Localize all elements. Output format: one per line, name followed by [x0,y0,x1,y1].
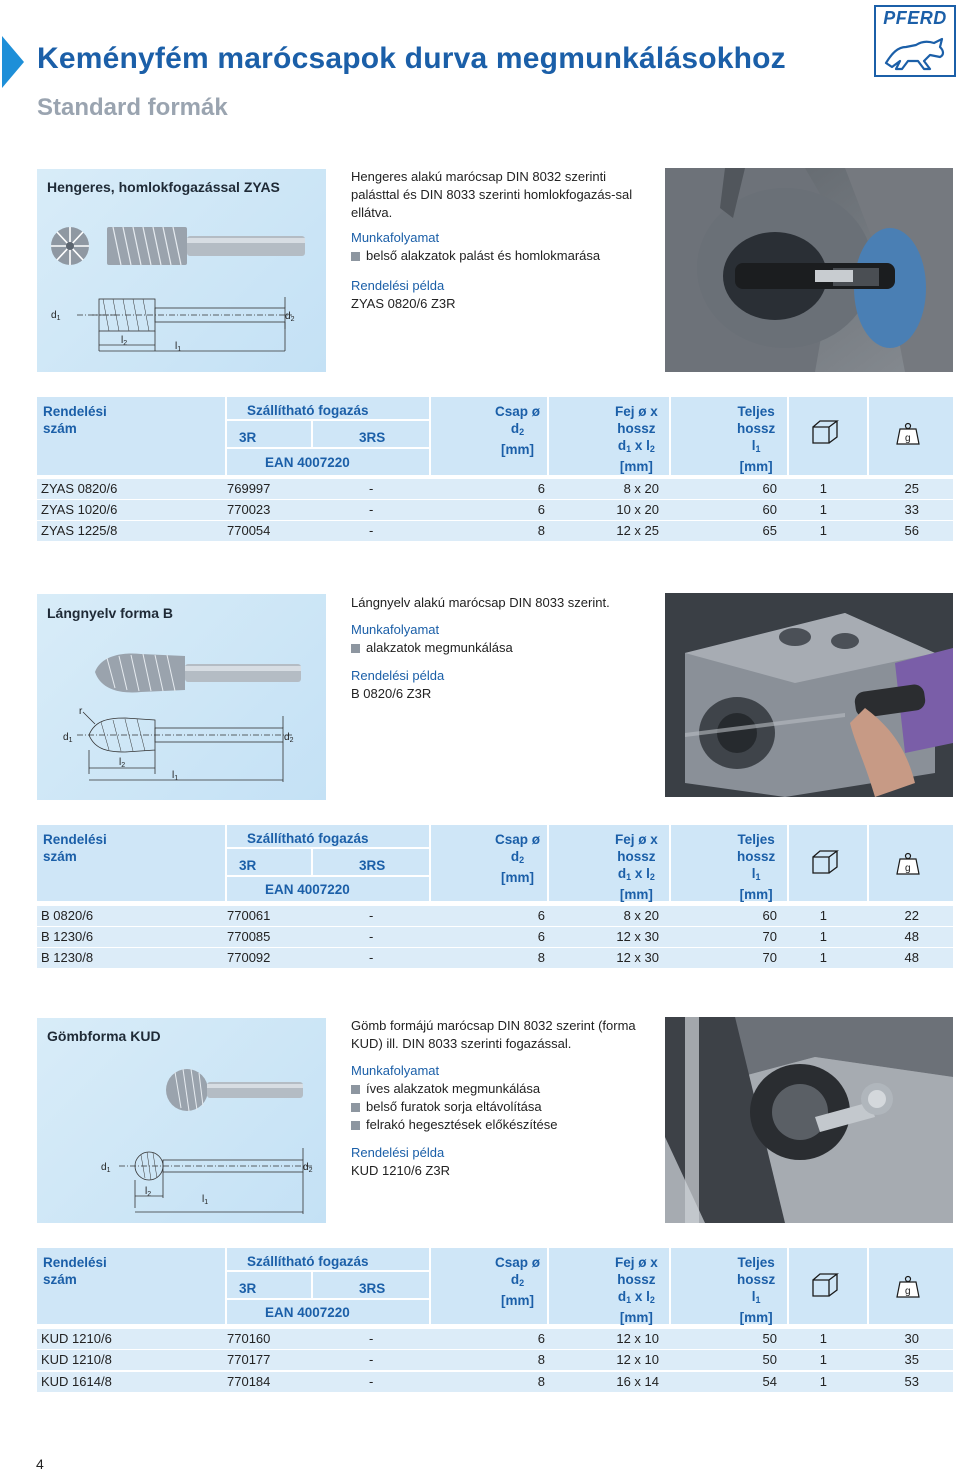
header-total-length: Teljes hossz $l_1$ [mm] [737,832,776,902]
zyas-dim-d1: $d_1$ [51,310,61,322]
weight-icon [895,851,921,877]
kud-description-block [351,1017,656,1180]
kud-table: Rendelési szám Szállítható fogazás 3R 3RS EAN 4007220 Csap ø $d_2$ [mm] Fej ø x hossz $d_1$ x $l_2$ [mm] Teljes hossz $l_1$ [mm] g KUD 1210/6 770160 - 6 12 x 10 50 1 30 KUD 1210/8 770177 - 8 12 x 10 50 1 35 KUD 1614/8 770184 - 8 16 x 14 54 1 53 [37,1248,953,1393]
kud-process-item: íves alakzatok megmunkálása [351,1080,656,1098]
bullet-square-icon [351,1085,360,1094]
b-dim-d1: $d_1$ [63,732,73,744]
header-head: Fej ø x hossz $d_1$ x $l_2$ [mm] [615,404,658,474]
bullet-square-icon [351,1103,360,1112]
header-shank: Csap ø $d_2$ [mm] [495,1255,541,1308]
package-box-icon [811,419,841,445]
zyas-process-heading: Munkafolyamat [351,230,440,245]
b-dim-d2: $d_2$ [284,732,294,744]
kud-process-heading: Munkafolyamat [351,1063,440,1078]
kud-illustration [37,1018,326,1223]
kud-burr-drawing [37,1018,326,1223]
header-3rs: 3RS [359,858,386,873]
b-dim-l2: $l_2$ [119,757,126,769]
page-title: Keményfém marócsapok durva megmunkálásokhoz [37,42,786,75]
kud-example-heading: Rendelési példa [351,1145,445,1160]
zyas-example-value: ZYAS 0820/6 Z3R [351,296,456,311]
header-ean: EAN 4007220 [265,1305,350,1320]
header-head: Fej ø x hossz $d_1$ x $l_2$ [mm] [615,1255,658,1325]
svg-text:g: g [905,1286,911,1297]
b-table: Rendelési szám Szállítható fogazás 3R 3RS EAN 4007220 Csap ø $d_2$ [mm] Fej ø x hossz $d_1$ x $l_2$ [mm] Teljes hossz $l_1$ [mm] g B 0820/6 770061 - 6 8 x 20 60 1 22 B 1230/6 770085 - 6 12 x 30 70 1 48 B 1230/8 770092 - 8 12 x 30 70 1 48 [37,825,953,970]
kud-dim-l2: $l_2$ [145,1186,152,1198]
header-arrow-mark [2,36,24,88]
b-description-block [351,594,656,703]
header-3r: 3R [239,1281,257,1296]
page-subtitle: Standard formák [37,94,228,121]
page-number: 4 [36,1456,44,1472]
zyas-dim-l2: $l_2$ [121,335,128,347]
header-head: Fej ø x hossz $d_1$ x $l_2$ [mm] [615,832,658,902]
header-shank: Csap ø $d_2$ [mm] [495,832,541,885]
kud-dim-l1: $l_1$ [202,1194,209,1206]
horse-logo-icon [882,33,948,73]
header-total-length: Teljes hossz $l_1$ [mm] [737,1255,776,1325]
zyas-dim-l1: $l_1$ [175,341,182,353]
zyas-illustration [37,169,326,372]
logo-text: PFERD [883,8,947,28]
b-burr-drawing [37,594,326,800]
header-3rs: 3RS [359,1281,386,1296]
b-example-value: B 0820/6 Z3R [351,686,432,701]
pferd-logo [874,5,956,77]
zyas-table-header [37,397,953,475]
header-3r: 3R [239,858,257,873]
weight-icon [895,421,921,447]
svg-text:g: g [905,433,911,444]
kud-process-item: felrakó hegesztések előkészítése [351,1116,656,1134]
kud-application-photo [665,1017,953,1223]
zyas-description: Hengeres alakú marócsap DIN 8032 szerinti palásttal és DIN 8033 szerinti homlokfogazás-sal ellátva. [351,169,633,220]
header-3r: 3R [239,430,257,445]
b-dim-r: r [79,706,83,717]
kud-example-value: KUD 1210/6 Z3R [351,1163,450,1178]
b-description: Lángnyelv alakú marócsap DIN 8033 szerint. [351,595,610,610]
b-process-item: alakzatok megmunkálása [351,639,656,657]
b-example-heading: Rendelési példa [351,668,445,683]
kud-process-item: belső furatok sorja eltávolítása [351,1098,656,1116]
header-order-no: Rendelési szám [43,404,107,436]
zyas-dim-d2: $d_2$ [285,311,295,323]
header-3rs: 3RS [359,430,386,445]
header-order-no: Rendelési szám [43,832,107,864]
b-process-heading: Munkafolyamat [351,622,440,637]
zyas-description-block [351,168,656,313]
header-order-no: Rendelési szám [43,1255,107,1287]
b-form-label: Lángnyelv forma B [47,605,174,621]
header-teeth: Szállítható fogazás [247,831,369,846]
header-ean: EAN 4007220 [265,882,350,897]
kud-form-label: Gömbforma KUD [47,1028,161,1044]
svg-text:g: g [905,863,911,874]
zyas-application-photo [665,168,953,372]
b-dim-l1: $l_1$ [172,770,179,782]
weight-icon [895,1274,921,1300]
zyas-form-label: Hengeres, homlokfogazással ZYAS [47,179,280,195]
header-teeth: Szállítható fogazás [247,403,369,418]
header-total-length: Teljes hossz $l_1$ [mm] [737,404,776,474]
zyas-burr-drawing [37,169,326,372]
kud-table-header [37,1248,953,1324]
header-shank: Csap ø $d_2$ [mm] [495,404,541,457]
kud-dim-d2: $d_2$ [303,1162,313,1174]
header-teeth: Szállítható fogazás [247,1254,369,1269]
zyas-example-heading: Rendelési példa [351,278,445,293]
package-box-icon [811,1272,841,1298]
bullet-square-icon [351,644,360,653]
kud-description: Gömb formájú marócsap DIN 8032 szerint (forma KUD) ill. DIN 8033 szerinti fogazással. [351,1018,636,1051]
b-illustration [37,594,326,800]
b-application-photo [665,593,953,797]
bullet-square-icon [351,1121,360,1130]
zyas-table: Rendelési szám Szállítható fogazás 3R 3RS EAN 4007220 Csap ø $d_2$ [mm] Fej ø x hossz $d_1$ x $l_2$ [mm] Teljes hossz $l_1$ [mm] g ZYAS 0820/6 769997 - 6 8 x 20 60 1 25 ZYAS 1020/6 770023 - 6 10 x 20 60 1 33 ZYAS 1225/8 770054 - 8 12 x 25 65 1 56 [37,397,953,542]
kud-dim-d1: $d_1$ [101,1162,111,1174]
b-table-header [37,825,953,901]
bullet-square-icon [351,252,360,261]
zyas-process-item: belső alakzatok palást és homlokmarása [351,247,656,265]
package-box-icon [811,849,841,875]
header-ean: EAN 4007220 [265,455,350,470]
